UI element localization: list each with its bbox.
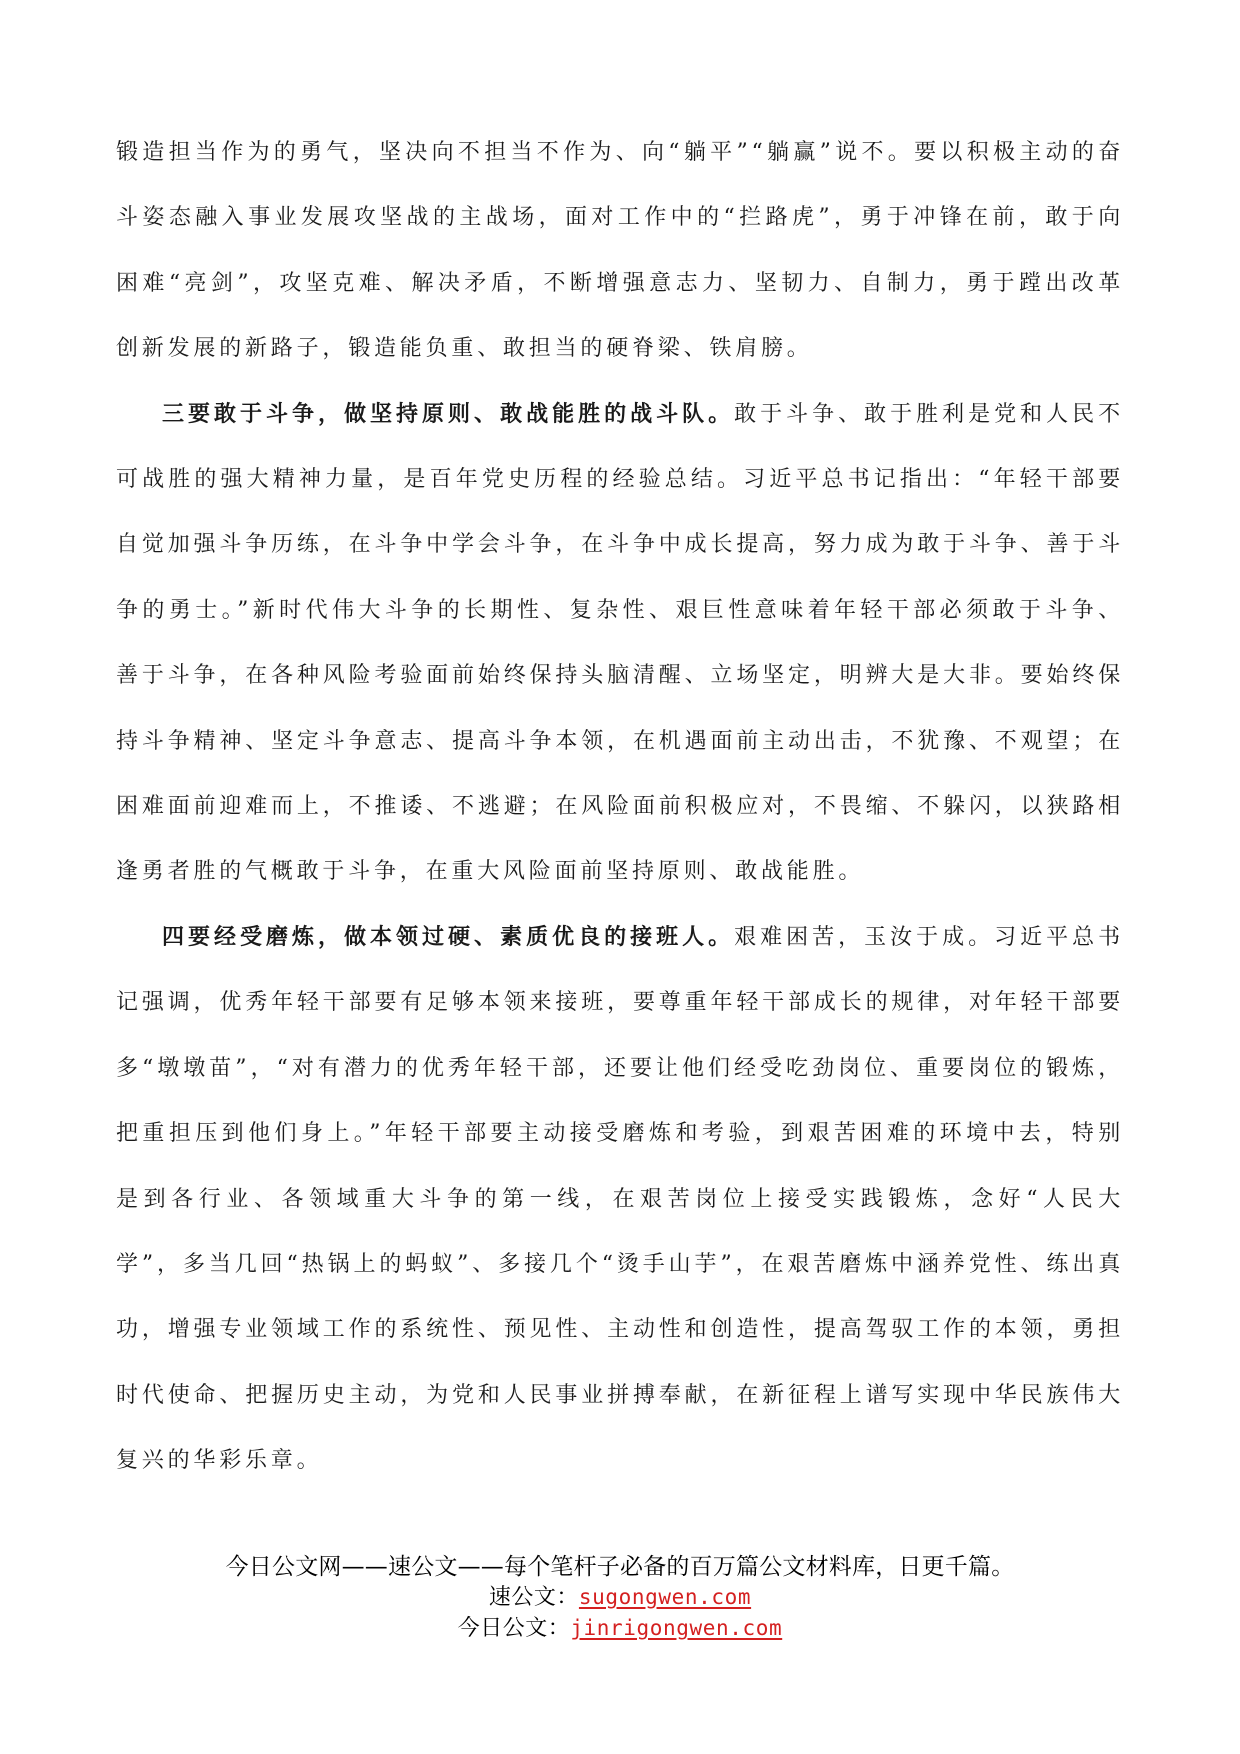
paragraph-2-lead: 三要敢于斗争，做坚持原则、敢战能胜的战斗队。 — [162, 400, 735, 427]
footer-link-row-1 — [0, 1582, 1240, 1613]
paragraph-1-text: 锻造担当作为的勇气，坚决向不担当不作为、向“躺平”“躺赢”说不。要以积极主动的奋斗姿态融入事业发展攻坚战的主战场，面对工作中的“拦路虎”，勇于冲锋在前，敢于向困难“亮剑”，攻坚克难、解决矛盾，不断增强意志力、坚韧力、自制力，勇于蹚出改革创新发展的新路子，锻造能负重、敢担当的硬脊梁、铁肩膀。 — [116, 140, 1124, 362]
footer-link-1-label: 速公文： — [488, 1585, 579, 1610]
paragraph-2 — [116, 382, 1124, 905]
document-body — [116, 120, 1124, 1494]
paragraph-1 — [116, 120, 1124, 382]
footer-link-row-2 — [0, 1613, 1240, 1644]
paragraph-3-lead: 四要经受磨炼，做本领过硬、素质优良的接班人。 — [162, 923, 735, 950]
paragraph-2-text: 敢于斗争、敢于胜利是党和人民不可战胜的强大精神力量，是百年党史历程的经验总结。习近平总书记指出：“年轻干部要自觉加强斗争历练，在斗争中学会斗争，在斗争中成长提高，努力成为敢于斗争、善于斗争的勇士。”新时代伟大斗争的长期性、复杂性、艰巨性意味着年轻干部必须敢于斗争、善于斗争，在各种风险考验面前始终保持头脑清醒、立场坚定，明辨大是大非。要始终保持斗争精神、坚定斗争意志、提高斗争本领，在机遇面前主动出击，不犹豫、不观望；在困难面前迎难而上，不推诿、不逃避；在风险面前积极应对，不畏缩、不躲闪，以狭路相逢勇者胜的气概敢于斗争，在重大风险面前坚持原则、敢战能胜。 — [116, 401, 1124, 885]
paragraph-3-text: 艰难困苦，玉汝于成。习近平总书记强调，优秀年轻干部要有足够本领来接班，要尊重年轻干部成长的规律，对年轻干部要多“墩墩苗”，“对有潜力的优秀年轻干部，还要让他们经受吃劲岗位、重要岗位的锻炼，把重担压到他们身上。”年轻干部要主动接受磨炼和考验，到艰苦困难的环境中去，特别是到各行业、各领域重大斗争的第一线，在艰苦岗位上接受实践锻炼，念好“人民大学”，多当几回“热锅上的蚂蚁”、多接几个“烫手山芋”，在艰苦磨炼中涵养党性、练出真功，增强专业领域工作的系统性、预见性、主动性和创造性，提高驾驭工作的本领，勇担时代使命、把握历史主动，为党和人民事业拼搏奉献，在新征程上谱写实现中华民族伟大复兴的华彩乐章。 — [116, 924, 1124, 1474]
footer-slogan: 今日公文网——速公文——每个笔杆子必备的百万篇公文材料库，日更千篇。 — [225, 1554, 1015, 1580]
jinrigongwen-link[interactable]: jinrigongwen.com — [570, 1616, 783, 1640]
paragraph-3 — [116, 905, 1124, 1494]
sugongwen-link[interactable]: sugongwen.com — [578, 1585, 752, 1609]
footer — [0, 1552, 1240, 1644]
footer-link-2-label: 今日公文： — [457, 1616, 571, 1641]
